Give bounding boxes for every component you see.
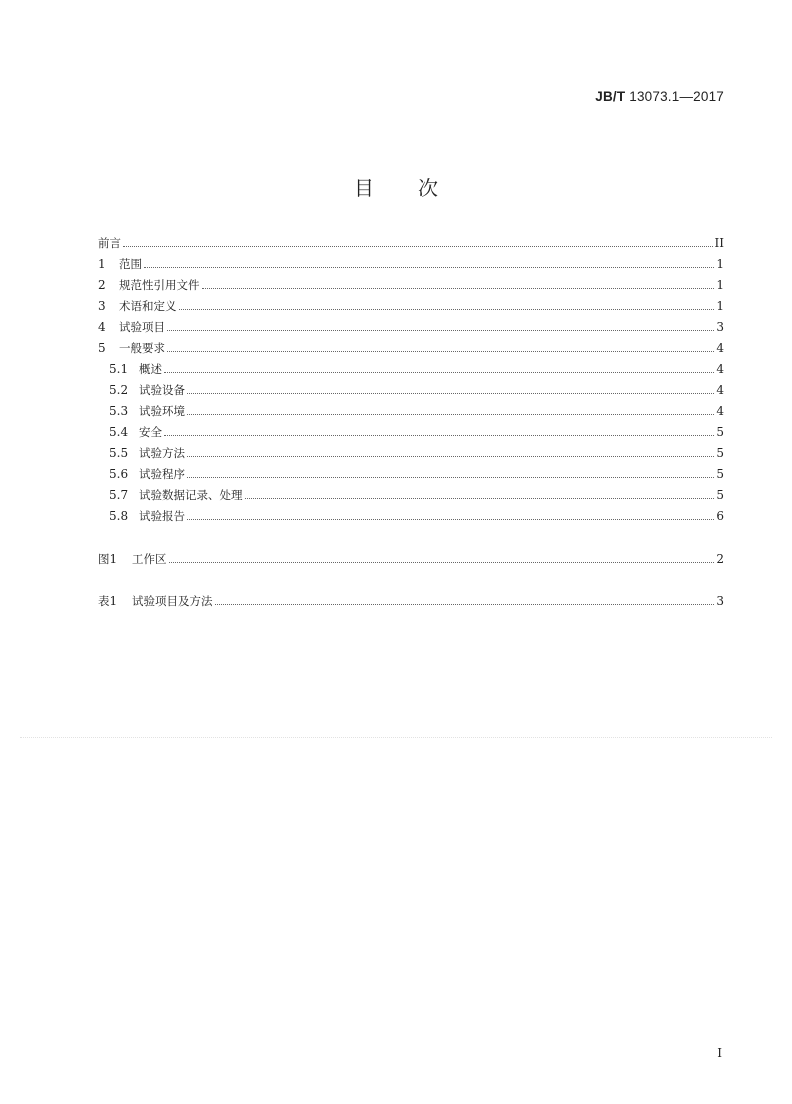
table-prefix: 表 — [98, 594, 110, 608]
toc-entry-5-8[interactable] — [109, 508, 724, 524]
scan-artifact-line — [20, 737, 772, 738]
toc-entry-label: 范围 — [119, 257, 142, 271]
toc-entry-number: 1 — [98, 257, 106, 271]
toc-entry-label: 前言 — [98, 236, 121, 250]
dot-leader — [187, 456, 714, 457]
toc-entry-page: 4 — [716, 362, 724, 376]
toc-entry-number: 4 — [98, 320, 106, 334]
toc-figure-number — [98, 551, 132, 567]
toc-table-1[interactable] — [98, 593, 724, 609]
toc-entry-label: 试验数据记录、处理 — [139, 488, 243, 502]
toc-entry-foreword[interactable] — [98, 235, 724, 251]
standard-code-prefix: JB/T — [595, 89, 626, 104]
toc-entry-number: 5.4 — [109, 425, 129, 439]
toc-entry-5-7[interactable] — [109, 487, 724, 503]
dot-leader — [167, 330, 714, 331]
figure-prefix: 图 — [98, 552, 110, 566]
toc-entry-page: 5 — [716, 488, 724, 502]
toc-entry-2[interactable] — [98, 277, 724, 293]
toc-entry-label: 试验报告 — [139, 509, 185, 523]
dot-leader — [179, 309, 715, 310]
toc-entry-page: 4 — [716, 383, 724, 397]
dot-leader — [215, 604, 715, 605]
dot-leader — [187, 519, 714, 520]
toc-entry-3[interactable] — [98, 298, 724, 314]
toc-entry-label: 术语和定义 — [119, 299, 177, 313]
toc-figure-1[interactable] — [98, 551, 724, 567]
toc-entry-number: 5.1 — [109, 362, 129, 376]
standard-code-number: 13073.1—2017 — [625, 89, 724, 104]
toc-entry-label: 概述 — [139, 362, 162, 376]
toc-entry-page: 4 — [716, 341, 724, 355]
toc-entry-4[interactable] — [98, 319, 724, 335]
toc-entry-number: 5.6 — [109, 467, 129, 481]
toc-entry-number: 5.7 — [109, 488, 129, 502]
toc-entry-label: 安全 — [139, 425, 162, 439]
toc-table-page: 3 — [716, 594, 724, 608]
toc-entry-page: 1 — [716, 257, 724, 271]
toc-entry-page: II — [714, 236, 724, 250]
dot-leader — [123, 246, 713, 247]
toc-entry-5-3[interactable] — [109, 403, 724, 419]
dot-leader — [187, 477, 714, 478]
toc-entry-number: 5.2 — [109, 383, 129, 397]
dot-leader — [202, 288, 715, 289]
dot-leader — [144, 267, 714, 268]
dot-leader — [167, 351, 714, 352]
toc-entry-label: 试验环境 — [139, 404, 185, 418]
dot-leader — [164, 372, 714, 373]
toc-entry-page: 5 — [716, 446, 724, 460]
toc-entry-page: 3 — [716, 320, 724, 334]
toc-entry-page: 1 — [716, 299, 724, 313]
toc-entry-label: 一般要求 — [119, 341, 165, 355]
figure-number: 1 — [109, 552, 118, 566]
dot-leader — [169, 562, 715, 563]
toc-entry-number: 5.3 — [109, 404, 129, 418]
toc-entry-5-4[interactable] — [109, 424, 724, 440]
toc-entry-label: 试验方法 — [139, 446, 185, 460]
toc-entry-number: 2 — [98, 278, 106, 292]
toc-table-number — [98, 593, 132, 609]
toc-entry-label: 规范性引用文件 — [119, 278, 200, 292]
toc-entry-label: 试验程序 — [139, 467, 185, 481]
toc-figure-page: 2 — [716, 552, 724, 566]
toc-table-label: 试验项目及方法 — [132, 594, 213, 608]
toc-entry-number: 5.8 — [109, 509, 129, 523]
toc-entry-5-2[interactable] — [109, 382, 724, 398]
toc-entry-page: 5 — [716, 425, 724, 439]
table-number: 1 — [109, 594, 118, 608]
toc-entry-page: 5 — [716, 467, 724, 481]
dot-leader — [187, 393, 714, 394]
toc-entry-page: 4 — [716, 404, 724, 418]
toc-entry-1[interactable] — [98, 256, 724, 272]
toc-entry-5-6[interactable] — [109, 466, 724, 482]
toc-entry-label: 试验设备 — [139, 383, 185, 397]
toc-entry-label: 试验项目 — [119, 320, 165, 334]
page-number: I — [717, 1046, 722, 1060]
toc-entry-5-5[interactable] — [109, 445, 724, 461]
toc-entry-5-1[interactable] — [109, 361, 724, 377]
dot-leader — [245, 498, 715, 499]
dot-leader — [187, 414, 714, 415]
toc-entry-5[interactable] — [98, 340, 724, 356]
page-title: 目次 — [354, 176, 482, 200]
toc-entry-page: 6 — [716, 509, 724, 523]
toc-figure-label: 工作区 — [132, 552, 167, 566]
toc-entry-page: 1 — [716, 278, 724, 292]
dot-leader — [164, 435, 714, 436]
toc-entry-number: 3 — [98, 299, 106, 313]
toc-entry-number: 5.5 — [109, 446, 129, 460]
toc-entry-number: 5 — [98, 341, 106, 355]
standard-code — [595, 89, 724, 104]
